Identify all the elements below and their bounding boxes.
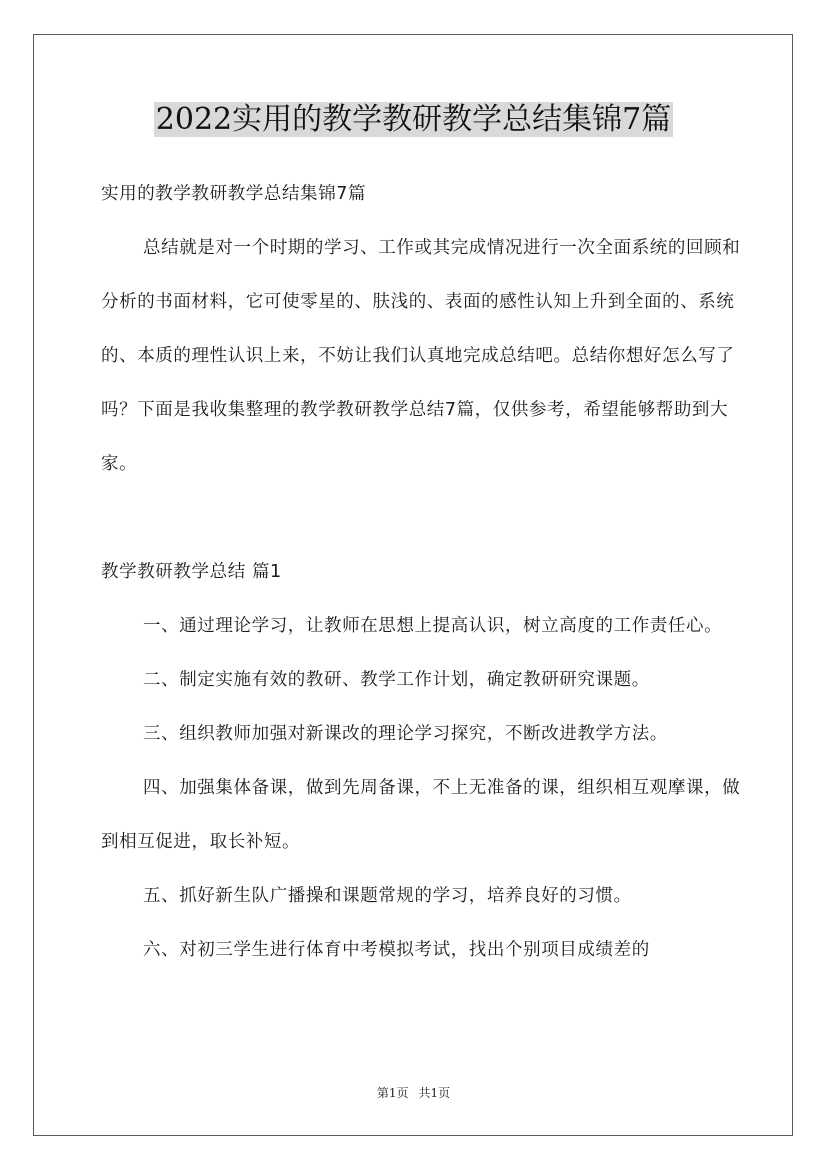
list-item: 五、抓好新生队广播操和课题常规的学习，培养良好的习惯。 [143,886,632,906]
document-title [0,100,827,140]
page-total: 共1页 [418,1086,451,1100]
intro-paragraph: 总结就是对一个时期的学习、工作或其完成情况进行一次全面系统的回顾和分析的书面材料，它可使零星的、肤浅的、表面的感性认知上升到全面的、系统的、本质的理性认识上来，不妨让我们认真地完成总结吧。总结你想好怎么写了吗？下面是我收集整理的教学教研教学总结7篇，仅供参考，希望能够帮助到大家。 [101,238,741,474]
page-footer [0,1084,827,1101]
document-title-text: 2022实用的教学教研教学总结集锦7篇 [155,102,672,137]
document-subtitle: 实用的教学教研教学总结集锦7篇 [101,184,367,204]
summary-item-list [101,599,741,977]
list-item: 四、加强集体备课，做到先周备课，不上无准备的课，组织相互观摩课，做到相互促进，取长补短。 [101,778,741,852]
list-item: 三、组织教师加强对新课改的理论学习探究，不断改进教学方法。 [143,724,668,744]
list-item: 一、通过理论学习，让教师在思想上提高认识，树立高度的工作责任心。 [143,616,723,636]
section-heading: 教学教研教学总结 篇1 [101,562,282,582]
page-number: 第1页 [376,1086,409,1100]
list-item: 六、对初三学生进行体育中考模拟考试，找出个别项目成绩差的 [143,940,650,960]
list-item: 二、制定实施有效的教研、教学工作计划，确定教研研究课题。 [143,670,650,690]
